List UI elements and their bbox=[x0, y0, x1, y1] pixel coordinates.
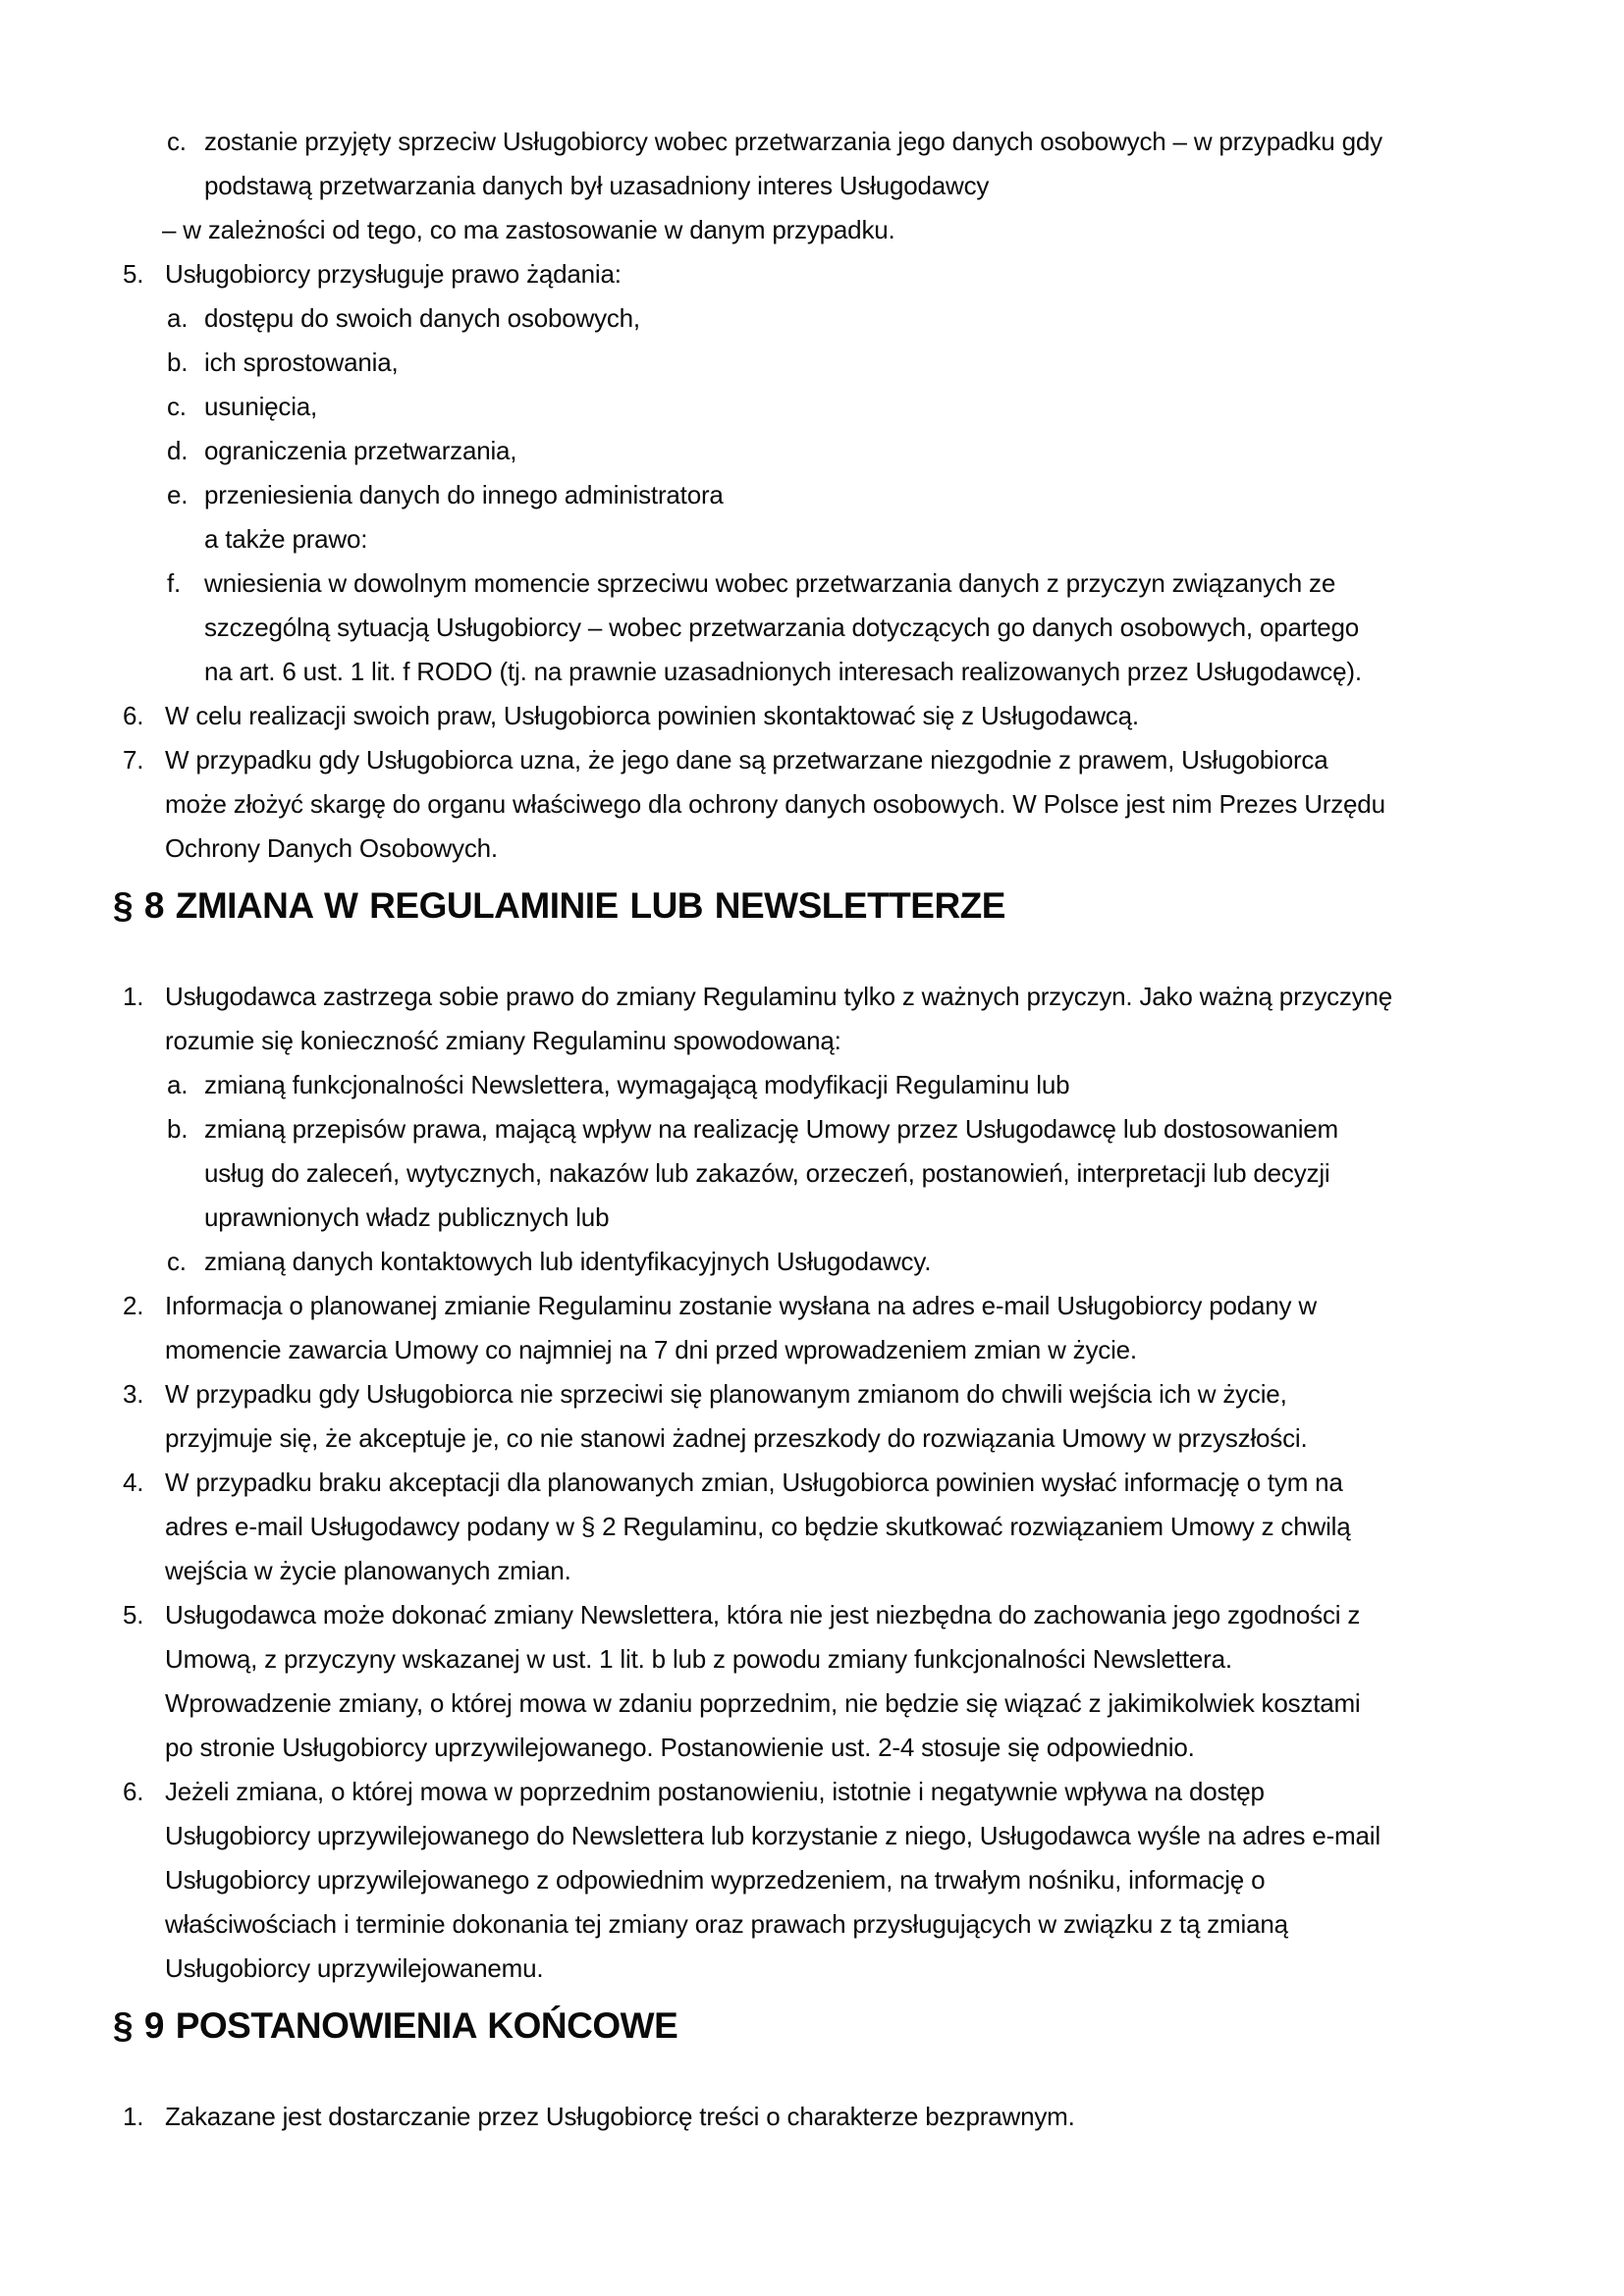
text-line: podstawą przetwarzania danych był uzasadniony interes Usługodawcy bbox=[204, 171, 990, 200]
text-line: uprawnionych władz publicznych lub bbox=[204, 1202, 610, 1232]
text-line: W przypadku gdy Usługobiorca uzna, że jego dane są przetwarzane niezgodnie z prawem, Usługobiorca bbox=[165, 745, 1328, 774]
list-item-continuation bbox=[0, 1019, 1624, 1063]
text-line: Usługobiorcy uprzywilejowanego do Newslettera lub korzystanie z niego, Usługodawca wyśle na adres e-mail bbox=[165, 1821, 1380, 1850]
list-item-continuation bbox=[0, 606, 1624, 650]
text-line: na art. 6 ust. 1 lit. f RODO (tj. na prawnie uzasadnionych interesach realizowanych przez Usługodawcę). bbox=[204, 657, 1362, 686]
list-item-continuation bbox=[0, 782, 1624, 827]
list-item bbox=[0, 1372, 1624, 1416]
list-item bbox=[0, 296, 1624, 341]
list-item-continuation bbox=[0, 1328, 1624, 1372]
text-line: dostępu do swoich danych osobowych, bbox=[204, 303, 640, 333]
text-line: zmianą przepisów prawa, mającą wpływ na realizację Umowy przez Usługodawcę lub dostosowaniem bbox=[204, 1114, 1339, 1144]
text-line: momencie zawarcia Umowy co najmniej na 7 dni przed wprowadzeniem zmian w życie. bbox=[165, 1335, 1137, 1364]
list-item-marker: c. bbox=[167, 127, 187, 156]
list-item-continuation bbox=[0, 1947, 1624, 1991]
list-item-marker: 4. bbox=[123, 1468, 144, 1497]
text-line: wniesienia w dowolnym momencie sprzeciwu wobec przetwarzania danych z przyczyn związanych ze bbox=[204, 568, 1336, 598]
list-item bbox=[0, 738, 1624, 782]
list-item-continuation bbox=[0, 1637, 1624, 1682]
list-item-marker: 3. bbox=[123, 1379, 144, 1409]
text-line: usunięcia, bbox=[204, 392, 318, 421]
list-item-marker: d. bbox=[167, 436, 189, 465]
text-line: rozumie się konieczność zmiany Regulaminu spowodowaną: bbox=[165, 1026, 841, 1055]
list-item-continuation bbox=[0, 1814, 1624, 1858]
list-item-marker: 1. bbox=[123, 2102, 144, 2131]
text-line: zostanie przyjęty sprzeciw Usługobiorcy wobec przetwarzania jego danych osobowych – w przypadku gdy bbox=[204, 127, 1382, 156]
list-item bbox=[0, 1461, 1624, 1505]
text-line: po stronie Usługobiorcy uprzywilejowanego. Postanowienie ust. 2-4 stosuje się odpowiednio. bbox=[165, 1733, 1195, 1762]
text-line: ograniczenia przetwarzania, bbox=[204, 436, 517, 465]
list-item bbox=[0, 341, 1624, 385]
list-item-marker: 6. bbox=[123, 701, 144, 730]
list-item bbox=[0, 2095, 1624, 2139]
text-line: adres e-mail Usługodawcy podany w § 2 Regulaminu, co będzie skutkować rozwiązaniem Umowy z chwilą bbox=[165, 1512, 1351, 1541]
list-item-continuation bbox=[0, 1682, 1624, 1726]
text-line: Usługodawca może dokonać zmiany Newslettera, która nie jest niezbędna do zachowania jego zgodności z bbox=[165, 1600, 1361, 1629]
list-item bbox=[0, 473, 1624, 517]
list-item bbox=[0, 694, 1624, 738]
text-line: Usługodawca zastrzega sobie prawo do zmiany Regulaminu tylko z ważnych przyczyn. Jako ważną przyczynę bbox=[165, 982, 1393, 1011]
list-item-marker: 5. bbox=[123, 1600, 144, 1629]
list-item-continuation bbox=[0, 1726, 1624, 1770]
text-line: Jeżeli zmiana, o której mowa w poprzednim postanowieniu, istotnie i negatywnie wpływa na dostęp bbox=[165, 1777, 1265, 1806]
text-line: właściwościach i terminie dokonania tej zmiany oraz prawach przysługujących w związku z tą zmianą bbox=[165, 1909, 1288, 1939]
text-line: Usługobiorcy przysługuje prawo żądania: bbox=[165, 259, 622, 289]
list-item bbox=[0, 1770, 1624, 1814]
list-item bbox=[0, 561, 1624, 606]
list-item bbox=[0, 1107, 1624, 1151]
text-line: ich sprostowania, bbox=[204, 347, 399, 377]
list-item bbox=[0, 1593, 1624, 1637]
list-item-continuation bbox=[0, 1196, 1624, 1240]
list-item-marker: b. bbox=[167, 1114, 189, 1144]
list-item-continuation bbox=[0, 1902, 1624, 1947]
text-line: Zakazane jest dostarczanie przez Usługobiorcę treści o charakterze bezprawnym. bbox=[165, 2102, 1075, 2131]
text-line: Usługobiorcy uprzywilejowanego z odpowiednim wyprzedzeniem, na trwałym nośniku, informację o bbox=[165, 1865, 1266, 1895]
list-item-marker: c. bbox=[167, 1247, 187, 1276]
list-item-marker: 7. bbox=[123, 745, 144, 774]
list-item-marker: 5. bbox=[123, 259, 144, 289]
list-item-marker: c. bbox=[167, 392, 187, 421]
text-line: przeniesienia danych do innego administratora bbox=[204, 480, 724, 509]
list-item bbox=[0, 429, 1624, 473]
text-line: W przypadku braku akceptacji dla planowanych zmian, Usługobiorca powinien wysłać informację o tym na bbox=[165, 1468, 1343, 1497]
text-line: Informacja o planowanej zmianie Regulaminu zostanie wysłana na adres e-mail Usługobiorcy podany w bbox=[165, 1291, 1317, 1320]
list-item bbox=[0, 1063, 1624, 1107]
list-item-marker: e. bbox=[167, 480, 189, 509]
list-item bbox=[0, 120, 1624, 164]
text-line: usług do zaleceń, wytycznych, nakazów lub zakazów, orzeczeń, postanowień, interpretacji lub decyzji bbox=[204, 1158, 1330, 1188]
text-line: może złożyć skargę do organu właściwego dla ochrony danych osobowych. W Polsce jest nim Prezes Urzędu bbox=[165, 789, 1385, 819]
text-line: zmianą funkcjonalności Newslettera, wymagającą modyfikacji Regulaminu lub bbox=[204, 1070, 1070, 1099]
list-item bbox=[0, 385, 1624, 429]
section-heading: § 8 ZMIANA W REGULAMINIE LUB NEWSLETTERZE bbox=[113, 885, 1005, 926]
list-item bbox=[0, 1240, 1624, 1284]
list-item-marker: 1. bbox=[123, 982, 144, 1011]
text-line: W przypadku gdy Usługobiorca nie sprzeciwi się planowanym zmianom do chwili wejścia ich w życie, bbox=[165, 1379, 1287, 1409]
list-item bbox=[0, 975, 1624, 1019]
list-item-continuation bbox=[0, 1151, 1624, 1196]
list-item-marker: 6. bbox=[123, 1777, 144, 1806]
list-item-continuation bbox=[0, 164, 1624, 208]
list-item-continuation bbox=[0, 1505, 1624, 1549]
list-item bbox=[0, 252, 1624, 296]
list-item-continuation bbox=[0, 1416, 1624, 1461]
list-item bbox=[0, 1284, 1624, 1328]
hanging-text-line: – w zależności od tego, co ma zastosowanie w danym przypadku. bbox=[162, 215, 895, 244]
text-line: Ochrony Danych Osobowych. bbox=[165, 833, 498, 863]
continuation-text-line: a także prawo: bbox=[204, 524, 368, 554]
list-item-marker: 2. bbox=[123, 1291, 144, 1320]
text-line: W celu realizacji swoich praw, Usługobiorca powinien skontaktować się z Usługodawcą. bbox=[165, 701, 1139, 730]
text-line: szczególną sytuacją Usługobiorcy – wobec przetwarzania dotyczących go danych osobowych, opartego bbox=[204, 613, 1360, 642]
text-line: Wprowadzenie zmiany, o której mowa w zdaniu poprzednim, nie będzie się wiązać z jakimikolwiek kosztami bbox=[165, 1688, 1361, 1718]
list-item-continuation bbox=[0, 1549, 1624, 1593]
list-item-marker: f. bbox=[167, 568, 182, 598]
section-heading: § 9 POSTANOWIENIA KOŃCOWE bbox=[113, 2005, 678, 2046]
text-line: przyjmuje się, że akceptuje je, co nie stanowi żadnej przeszkody do rozwiązania Umowy w przyszłości. bbox=[165, 1423, 1308, 1453]
list-item-marker: b. bbox=[167, 347, 189, 377]
text-line: Umową, z przyczyny wskazanej w ust. 1 lit. b lub z powodu zmiany funkcjonalności Newslettera. bbox=[165, 1644, 1232, 1674]
list-item-marker: a. bbox=[167, 303, 189, 333]
list-item-marker: a. bbox=[167, 1070, 189, 1099]
list-item-continuation bbox=[0, 827, 1624, 871]
list-item-continuation bbox=[0, 650, 1624, 694]
document-content bbox=[0, 120, 1624, 2139]
text-line: Usługobiorcy uprzywilejowanemu. bbox=[165, 1953, 544, 1983]
text-line: zmianą danych kontaktowych lub identyfikacyjnych Usługodawcy. bbox=[204, 1247, 932, 1276]
text-line: wejścia w życie planowanych zmian. bbox=[165, 1556, 571, 1585]
list-item-continuation bbox=[0, 1858, 1624, 1902]
